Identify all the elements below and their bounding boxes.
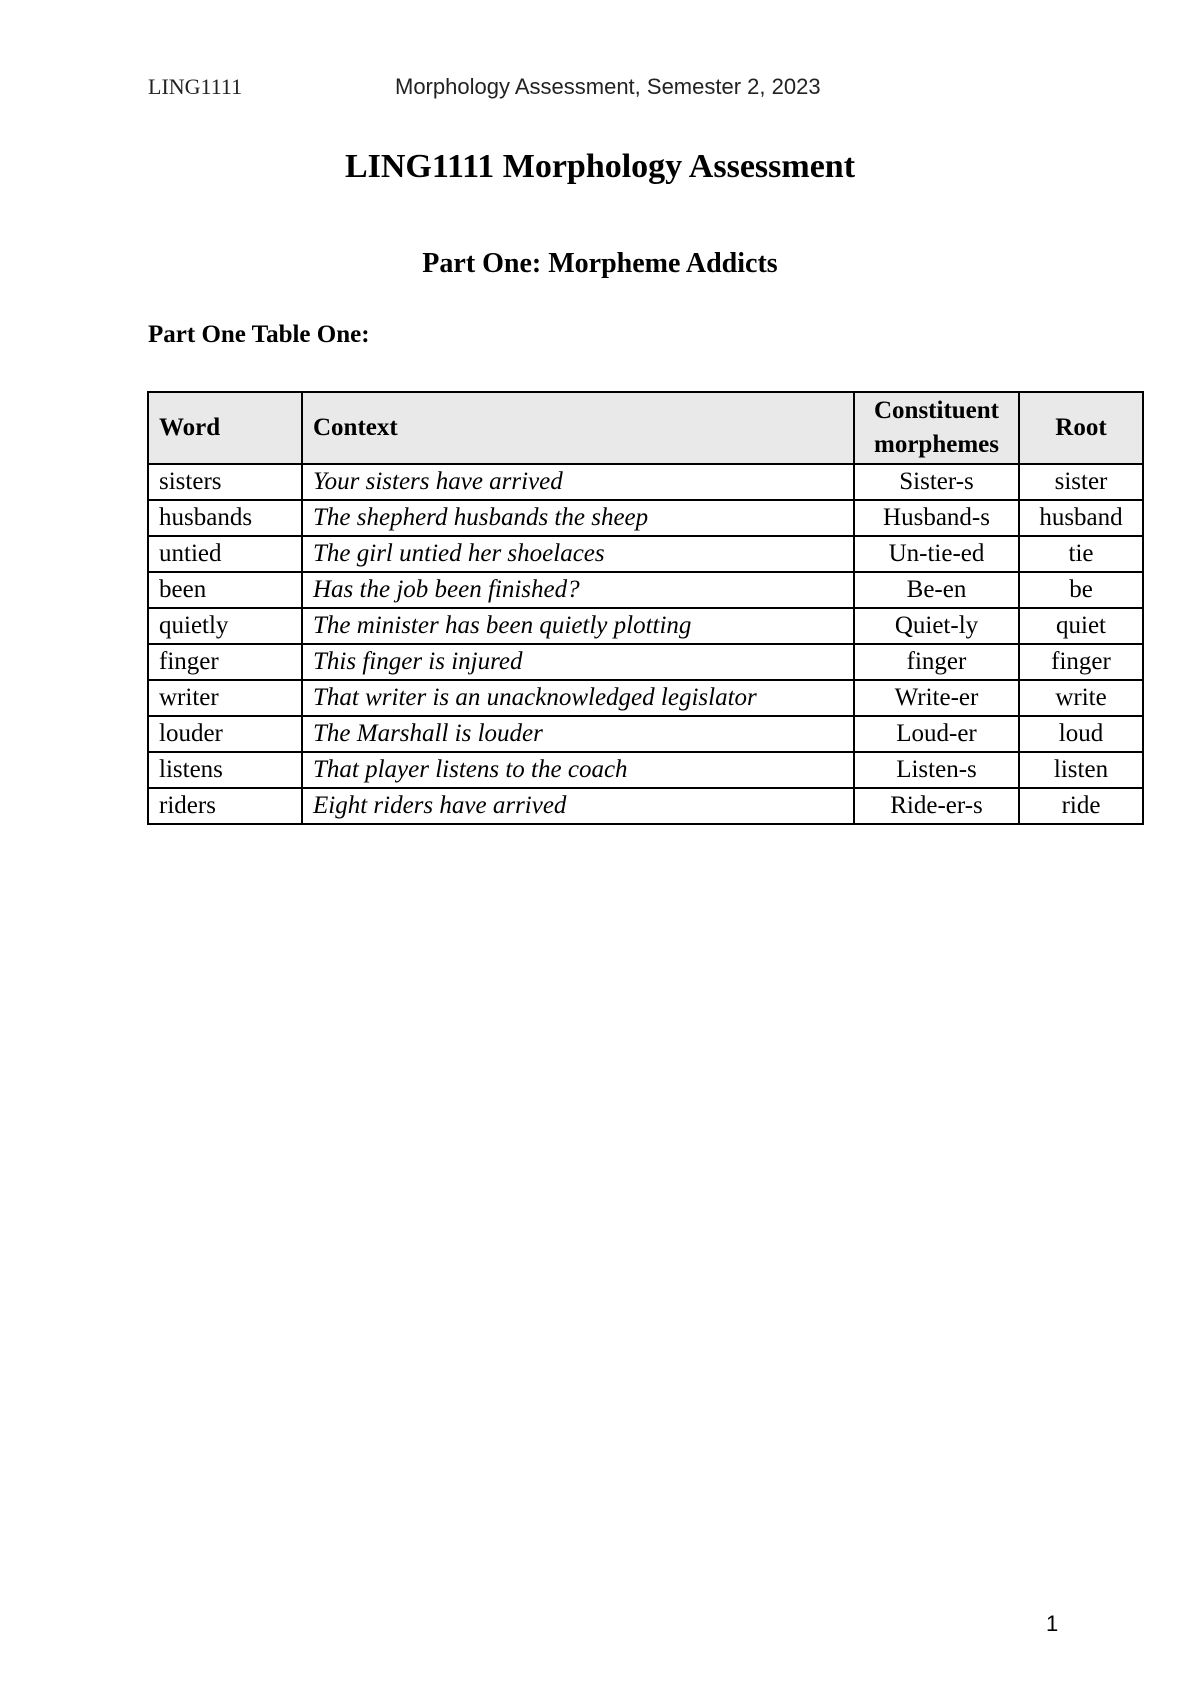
part-title: Part One: Morpheme Addicts [422,248,778,279]
table-caption: Part One Table One: [148,321,370,348]
cell-context: The girl untied her shoelaces [302,536,854,572]
cell-root: finger [1019,644,1143,680]
cell-root: write [1019,680,1143,716]
cell-word: quietly [148,608,302,644]
cell-root: quiet [1019,608,1143,644]
cell-root: listen [1019,752,1143,788]
cell-constituent-morphemes: Un-tie-ed [854,536,1019,572]
table-row [148,644,1143,680]
column-header-constituent-morphemes: Constituent morphemes [854,392,1019,464]
cell-root: tie [1019,536,1143,572]
table-row [148,536,1143,572]
header-course-code: LING1111 [148,74,243,99]
table-row [148,716,1143,752]
table-row [148,608,1143,644]
cell-context: Has the job been finished? [302,572,854,608]
cell-context: Your sisters have arrived [302,464,854,500]
cell-word: riders [148,788,302,824]
cell-word: sisters [148,464,302,500]
cell-context: The Marshall is louder [302,716,854,752]
cell-word: listens [148,752,302,788]
table-header-row [148,392,1143,464]
table-row [148,752,1143,788]
cell-context: That player listens to the coach [302,752,854,788]
table-row [148,788,1143,824]
cell-root: loud [1019,716,1143,752]
cell-constituent-morphemes: Ride-er-s [854,788,1019,824]
cell-word: louder [148,716,302,752]
cell-constituent-morphemes: Be-en [854,572,1019,608]
column-header-word: Word [148,392,302,464]
cell-root: be [1019,572,1143,608]
table-row [148,572,1143,608]
cell-context: Eight riders have arrived [302,788,854,824]
document-title: LING1111 Morphology Assessment [344,148,856,185]
table-row [148,500,1143,536]
cell-constituent-morphemes: Sister-s [854,464,1019,500]
table-row [148,464,1143,500]
page-number: 1 [1046,1611,1059,1636]
cell-root: ride [1019,788,1143,824]
cell-root: sister [1019,464,1143,500]
cell-context: The shepherd husbands the sheep [302,500,854,536]
cell-word: untied [148,536,302,572]
cell-context: This finger is injured [302,644,854,680]
table-body [148,464,1143,824]
cell-context: The minister has been quietly plotting [302,608,854,644]
cell-constituent-morphemes: Quiet-ly [854,608,1019,644]
cell-constituent-morphemes: Husband-s [854,500,1019,536]
column-header-root: Root [1019,392,1143,464]
cell-root: husband [1019,500,1143,536]
header-running-title: Morphology Assessment, Semester 2, 2023 [395,74,821,99]
cell-constituent-morphemes: Loud-er [854,716,1019,752]
cell-word: husbands [148,500,302,536]
cell-word: finger [148,644,302,680]
cell-context: That writer is an unacknowledged legislator [302,680,854,716]
cell-constituent-morphemes: Write-er [854,680,1019,716]
table-row [148,680,1143,716]
morpheme-table [147,391,1144,825]
cell-constituent-morphemes: finger [854,644,1019,680]
cell-word: been [148,572,302,608]
cell-constituent-morphemes: Listen-s [854,752,1019,788]
cell-word: writer [148,680,302,716]
column-header-context: Context [302,392,854,464]
